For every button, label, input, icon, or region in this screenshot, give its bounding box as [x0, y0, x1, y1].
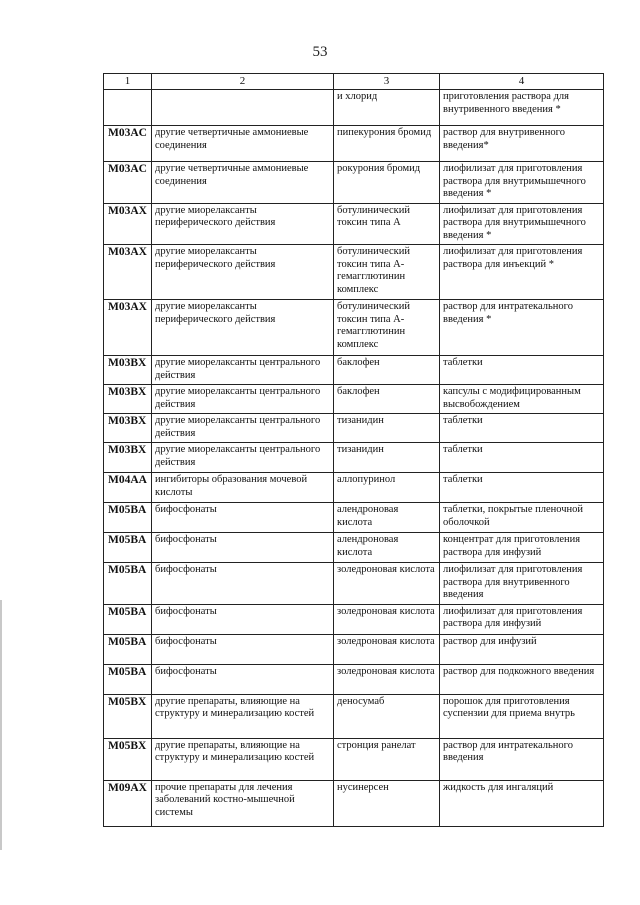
substance-cell: и хлорид — [334, 90, 440, 126]
code-cell: M05BA — [104, 563, 152, 605]
form-cell: концентрат для приготовления раствора для инфузий — [440, 533, 604, 563]
form-cell: лиофилизат для приготовления раствора для инъекций * — [440, 245, 604, 300]
code-cell: M09AX — [104, 780, 152, 826]
substance-cell: тизанидин — [334, 414, 440, 443]
group-cell: другие миорелаксанты периферического действия — [152, 300, 334, 356]
group-cell: бифосфонаты — [152, 664, 334, 694]
substance-cell: стронция ранелат — [334, 738, 440, 780]
form-cell: таблетки — [440, 443, 604, 473]
table-header-row — [104, 74, 604, 90]
code-cell: M05BX — [104, 694, 152, 738]
form-cell: приготовления раствора для внутривенного введения * — [440, 90, 604, 126]
form-cell: капсулы с модифицированным высвобождением — [440, 385, 604, 414]
form-cell: лиофилизат для приготовления раствора для внутривенного введения — [440, 563, 604, 605]
page-number: 53 — [312, 44, 328, 60]
table-body — [104, 90, 604, 827]
code-cell: M03AC — [104, 126, 152, 162]
scan-edge-mark — [0, 600, 2, 850]
group-cell: другие миорелаксанты периферического действия — [152, 203, 334, 245]
group-cell: ингибиторы образования мочевой кислоты — [152, 473, 334, 503]
table-row — [104, 162, 604, 204]
code-cell — [104, 90, 152, 126]
substance-cell: рокурония бромид — [334, 162, 440, 204]
form-cell: таблетки — [440, 473, 604, 503]
form-cell: раствор для внутривенного введения* — [440, 126, 604, 162]
form-cell: таблетки, покрытые пленочной оболочкой — [440, 503, 604, 533]
form-cell: лиофилизат для приготовления раствора для инфузий — [440, 604, 604, 634]
group-cell: бифосфонаты — [152, 533, 334, 563]
substance-cell: баклофен — [334, 356, 440, 385]
group-cell: другие миорелаксанты центрального действия — [152, 385, 334, 414]
form-cell: раствор для подкожного введения — [440, 664, 604, 694]
substance-cell: аллопуринол — [334, 473, 440, 503]
table-row — [104, 414, 604, 443]
table-row — [104, 604, 604, 634]
code-cell: M03AX — [104, 300, 152, 356]
code-cell: M05BA — [104, 634, 152, 664]
substance-cell: золедроновая кислота — [334, 563, 440, 605]
table-row — [104, 356, 604, 385]
table-row — [104, 245, 604, 300]
substance-cell: золедроновая кислота — [334, 634, 440, 664]
substance-cell: тизанидин — [334, 443, 440, 473]
substance-cell: пипекурония бромид — [334, 126, 440, 162]
group-cell: другие четвертичные аммониевые соединения — [152, 126, 334, 162]
form-cell: лиофилизат для приготовления раствора для внутримышечного введения * — [440, 203, 604, 245]
table-row — [104, 503, 604, 533]
code-cell: M03AX — [104, 245, 152, 300]
column-header-2: 2 — [152, 74, 334, 90]
code-cell: M05BA — [104, 664, 152, 694]
group-cell: бифосфонаты — [152, 634, 334, 664]
code-cell: M04AA — [104, 473, 152, 503]
column-header-4: 4 — [440, 74, 604, 90]
code-cell: M03BX — [104, 356, 152, 385]
group-cell — [152, 90, 334, 126]
code-cell: M03BX — [104, 385, 152, 414]
table-row — [104, 563, 604, 605]
form-cell: таблетки — [440, 414, 604, 443]
table-row — [104, 634, 604, 664]
code-cell: M05BA — [104, 503, 152, 533]
code-cell: M05BX — [104, 738, 152, 780]
substance-cell: баклофен — [334, 385, 440, 414]
substance-cell: ботулинический токсин типа А-гемагглютинин комплекс — [334, 300, 440, 356]
code-cell: M03AC — [104, 162, 152, 204]
code-cell: M05BA — [104, 533, 152, 563]
group-cell: другие препараты, влияющие на структуру и минерализацию костей — [152, 738, 334, 780]
substance-cell: золедроновая кислота — [334, 604, 440, 634]
code-cell: M03BX — [104, 443, 152, 473]
form-cell: раствор для интратекального введения * — [440, 300, 604, 356]
table-row — [104, 473, 604, 503]
form-cell: порошок для приготовления суспензии для приема внутрь — [440, 694, 604, 738]
group-cell: другие миорелаксанты центрального действия — [152, 443, 334, 473]
table-row — [104, 385, 604, 414]
substance-cell: деносумаб — [334, 694, 440, 738]
code-cell: M05BA — [104, 604, 152, 634]
code-cell: M03BX — [104, 414, 152, 443]
group-cell: бифосфонаты — [152, 503, 334, 533]
table-row — [104, 533, 604, 563]
code-cell: M03AX — [104, 203, 152, 245]
table-row — [104, 694, 604, 738]
substance-cell: ботулинический токсин типа А — [334, 203, 440, 245]
drug-table — [103, 73, 604, 827]
substance-cell: алендроновая кислота — [334, 533, 440, 563]
group-cell: другие миорелаксанты центрального действия — [152, 356, 334, 385]
group-cell: бифосфонаты — [152, 563, 334, 605]
form-cell: раствор для инфузий — [440, 634, 604, 664]
form-cell: раствор для интратекального введения — [440, 738, 604, 780]
table-row — [104, 203, 604, 245]
group-cell: другие миорелаксанты периферического действия — [152, 245, 334, 300]
table-row — [104, 90, 604, 126]
table-row — [104, 300, 604, 356]
group-cell: другие четвертичные аммониевые соединения — [152, 162, 334, 204]
group-cell: другие миорелаксанты центрального действия — [152, 414, 334, 443]
group-cell: другие препараты, влияющие на структуру и минерализацию костей — [152, 694, 334, 738]
group-cell: бифосфонаты — [152, 604, 334, 634]
substance-cell: нусинерсен — [334, 780, 440, 826]
table-row — [104, 780, 604, 826]
substance-cell: ботулинический токсин типа А-гемагглютинин комплекс — [334, 245, 440, 300]
column-header-3: 3 — [334, 74, 440, 90]
substance-cell: алендроновая кислота — [334, 503, 440, 533]
group-cell: прочие препараты для лечения заболеваний костно-мышечной системы — [152, 780, 334, 826]
form-cell: жидкость для ингаляций — [440, 780, 604, 826]
table-row — [104, 443, 604, 473]
form-cell: лиофилизат для приготовления раствора для внутримышечного введения * — [440, 162, 604, 204]
table-row — [104, 738, 604, 780]
substance-cell: золедроновая кислота — [334, 664, 440, 694]
form-cell: таблетки — [440, 356, 604, 385]
column-header-1: 1 — [104, 74, 152, 90]
table-row — [104, 126, 604, 162]
table-row — [104, 664, 604, 694]
